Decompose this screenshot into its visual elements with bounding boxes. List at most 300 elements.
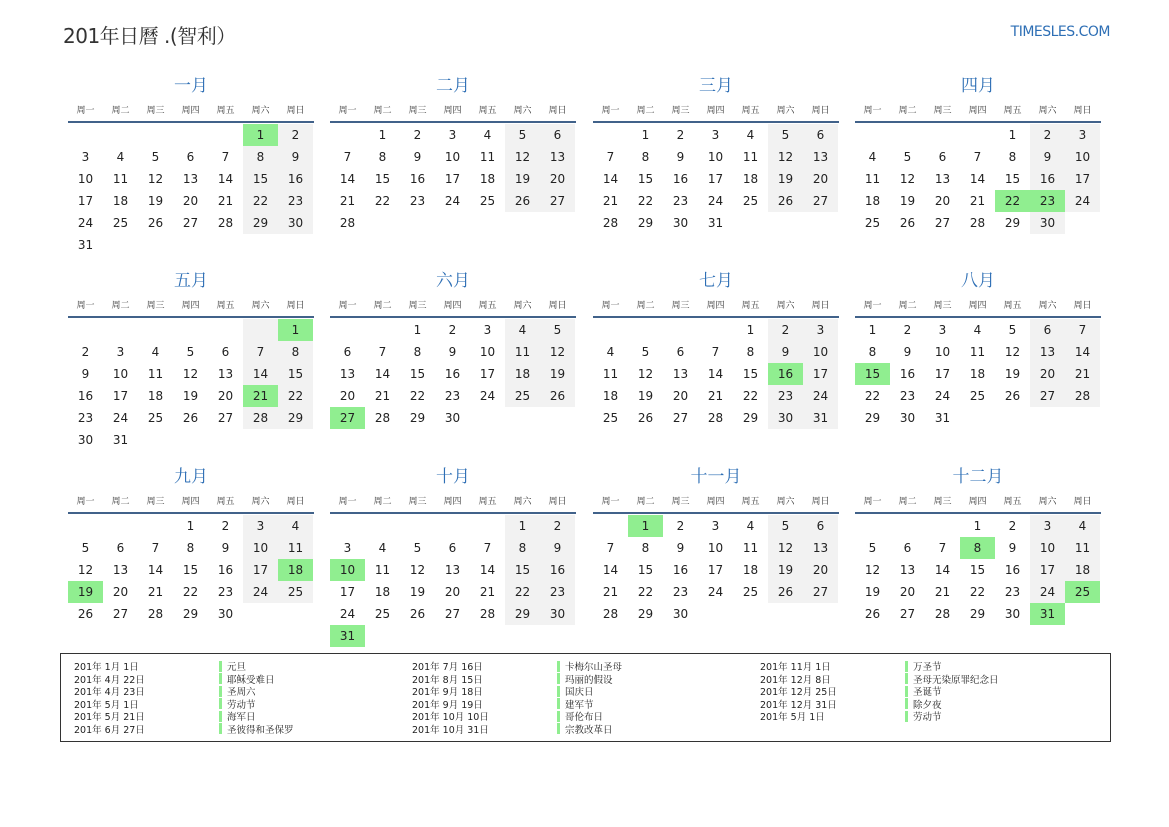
holiday-name: 圣周六 — [227, 687, 256, 699]
day-cell: 28 — [339, 216, 356, 230]
day-cell: 13 — [899, 563, 916, 577]
empty-cell — [470, 212, 505, 234]
month-name: 一月 — [174, 76, 208, 96]
holiday-date: 201年 7月 16日 — [412, 662, 483, 674]
holiday-marker — [557, 723, 560, 734]
empty-cell — [593, 319, 628, 341]
weekday-label: 周六 — [776, 496, 795, 507]
day-cell: 21 — [602, 585, 619, 599]
day-cell: 17 — [444, 172, 461, 186]
weekday-label: 周六 — [513, 300, 532, 311]
week-row — [68, 581, 314, 603]
day-cell: 14 — [602, 563, 619, 577]
day-cell: 9 — [768, 341, 803, 363]
day-cell: 28 — [479, 607, 496, 621]
day-cell: 26 — [77, 607, 94, 621]
empty-cell — [855, 515, 890, 537]
month-name: 十一月 — [690, 467, 742, 487]
holiday-marker — [557, 673, 560, 684]
holiday-day-cell: 18 — [278, 559, 313, 581]
day-cell: 23 — [444, 389, 461, 403]
day-cell: 16 — [672, 563, 689, 577]
weekday-label: 周五 — [216, 300, 235, 311]
week-row — [68, 407, 314, 429]
day-cell: 6 — [540, 124, 575, 146]
weekday-label: 周四 — [968, 300, 987, 311]
day-cell: 1 — [378, 128, 387, 142]
day-cell: 14 — [374, 367, 391, 381]
day-cell: 15 — [1004, 172, 1021, 186]
day-cell: 21 — [934, 585, 951, 599]
weekday-label: 周日 — [1073, 496, 1092, 507]
weekday-label: 周二 — [898, 496, 917, 507]
day-cell: 10 — [243, 537, 278, 559]
day-cell: 10 — [77, 172, 94, 186]
day-cell: 28 — [374, 411, 391, 425]
week-row — [330, 146, 576, 168]
day-cell: 24 — [707, 585, 724, 599]
day-cell: 26 — [864, 607, 881, 621]
empty-cell — [435, 625, 470, 647]
day-cell: 4 — [505, 319, 540, 341]
weekday-label: 周三 — [933, 300, 952, 311]
day-cell: 25 — [742, 194, 759, 208]
weekday-label: 周二 — [898, 105, 917, 116]
legend-row — [747, 673, 999, 686]
day-cell: 5 — [151, 150, 160, 164]
day-cell: 29 — [637, 607, 654, 621]
weekday-label: 周六 — [513, 496, 532, 507]
empty-cell — [890, 515, 925, 537]
day-cell: 26 — [540, 385, 575, 407]
day-cell: 11 — [969, 345, 986, 359]
empty-cell — [505, 625, 540, 647]
weekday-label: 周一 — [863, 105, 882, 116]
empty-cell — [278, 429, 313, 451]
day-cell: 4 — [278, 515, 313, 537]
empty-cell — [243, 234, 278, 256]
empty-cell — [173, 429, 208, 451]
day-cell: 20 — [672, 389, 689, 403]
empty-cell — [855, 124, 890, 146]
weekday-label: 周一 — [601, 105, 620, 116]
empty-cell — [435, 212, 470, 234]
day-cell: 12 — [768, 146, 803, 168]
weekday-label: 周一 — [76, 105, 95, 116]
empty-cell — [173, 234, 208, 256]
day-cell: 6 — [186, 150, 195, 164]
month-name: 二月 — [436, 76, 470, 96]
day-cell: 17 — [1065, 168, 1100, 190]
empty-cell — [803, 212, 838, 234]
day-cell: 20 — [934, 194, 951, 208]
day-cell: 15 — [182, 563, 199, 577]
day-cell: 4 — [746, 519, 755, 533]
legend-row — [61, 698, 294, 711]
week-row — [855, 212, 1101, 234]
day-cell: 24 — [339, 607, 356, 621]
legend-row — [399, 698, 622, 711]
day-cell: 13 — [672, 367, 689, 381]
header-rule — [855, 512, 1101, 514]
day-cell: 31 — [77, 238, 94, 252]
legend-row — [399, 723, 622, 736]
holiday-date: 201年 12月 8日 — [760, 674, 831, 686]
day-cell: 29 — [182, 607, 199, 621]
day-cell: 9 — [540, 537, 575, 559]
holiday-day-cell: 10 — [330, 559, 365, 581]
month-calendar — [330, 269, 576, 429]
day-cell: 7 — [606, 150, 615, 164]
holiday-marker — [557, 686, 560, 697]
holiday-date: 201年 5月 1日 — [74, 699, 139, 711]
day-cell: 23 — [278, 190, 313, 212]
month-calendar — [68, 269, 314, 451]
site-link[interactable]: TIMESLES.COM — [1010, 24, 1110, 40]
day-cell: 20 — [182, 194, 199, 208]
week-row — [330, 625, 576, 647]
day-cell: 12 — [637, 367, 654, 381]
week-row — [68, 385, 314, 407]
day-cell: 17 — [339, 585, 356, 599]
day-cell: 21 — [339, 194, 356, 208]
day-cell: 15 — [637, 172, 654, 186]
day-cell: 31 — [934, 411, 951, 425]
day-cell: 24 — [444, 194, 461, 208]
empty-cell — [243, 603, 278, 625]
empty-cell — [208, 319, 243, 341]
week-row — [593, 407, 839, 429]
weekday-label: 周五 — [741, 105, 760, 116]
day-cell: 24 — [112, 411, 129, 425]
legend-column — [61, 660, 294, 735]
holiday-name: 玛丽的假设 — [565, 674, 613, 686]
weekday-label: 周一 — [863, 496, 882, 507]
day-cell: 16 — [1030, 168, 1065, 190]
weekday-label: 周五 — [478, 496, 497, 507]
week-row — [330, 319, 576, 341]
empty-cell — [960, 124, 995, 146]
weekday-label: 周四 — [181, 105, 200, 116]
holiday-name: 国庆日 — [565, 687, 594, 699]
holiday-day-cell: 8 — [960, 537, 995, 559]
empty-cell — [173, 124, 208, 146]
day-cell: 26 — [505, 190, 540, 212]
week-row — [855, 603, 1101, 625]
month-name: 六月 — [436, 271, 470, 291]
empty-cell — [1065, 603, 1100, 625]
header-rule — [68, 316, 314, 318]
holiday-day-cell: 23 — [1030, 190, 1065, 212]
day-cell: 6 — [1030, 319, 1065, 341]
day-cell: 26 — [147, 216, 164, 230]
day-cell: 27 — [444, 607, 461, 621]
weekday-label: 周一 — [338, 496, 357, 507]
month-calendar — [855, 269, 1101, 429]
weekday-label: 周二 — [111, 105, 130, 116]
holiday-name: 万圣节 — [913, 662, 942, 674]
day-cell: 21 — [602, 194, 619, 208]
day-cell: 23 — [1004, 585, 1021, 599]
day-cell: 28 — [934, 607, 951, 621]
week-row — [330, 407, 576, 429]
day-cell: 10 — [444, 150, 461, 164]
day-cell: 18 — [864, 194, 881, 208]
holiday-date: 201年 10月 31日 — [412, 724, 489, 736]
day-cell: 29 — [243, 212, 278, 234]
week-row — [855, 363, 1101, 385]
empty-cell — [208, 429, 243, 451]
weekday-header — [68, 293, 314, 315]
weekday-label: 周五 — [216, 105, 235, 116]
day-cell: 7 — [343, 150, 352, 164]
header-rule — [330, 512, 576, 514]
header-rule — [593, 512, 839, 514]
weekday-label: 周日 — [1073, 105, 1092, 116]
day-cell: 19 — [182, 389, 199, 403]
empty-cell — [68, 319, 103, 341]
empty-cell — [470, 407, 505, 429]
day-cell: 28 — [602, 607, 619, 621]
month-calendar — [68, 465, 314, 625]
day-cell: 2 — [1008, 519, 1017, 533]
week-row — [68, 234, 314, 256]
day-cell: 23 — [672, 194, 689, 208]
empty-cell — [925, 124, 960, 146]
day-cell: 27 — [934, 216, 951, 230]
month-calendar — [855, 465, 1101, 625]
weekday-label: 周五 — [1003, 300, 1022, 311]
day-cell: 9 — [221, 541, 230, 555]
empty-cell — [768, 603, 803, 625]
holiday-name: 哥伦布日 — [565, 712, 604, 724]
holiday-day-cell: 21 — [243, 385, 278, 407]
day-cell: 16 — [672, 172, 689, 186]
day-cell: 27 — [112, 607, 129, 621]
day-cell: 29 — [864, 411, 881, 425]
day-cell: 4 — [483, 128, 492, 142]
day-cell: 28 — [243, 407, 278, 429]
day-cell: 5 — [540, 319, 575, 341]
day-cell: 8 — [186, 541, 195, 555]
day-cell: 2 — [413, 128, 422, 142]
empty-cell — [698, 319, 733, 341]
week-row — [68, 146, 314, 168]
weekday-label: 周四 — [443, 300, 462, 311]
empty-cell — [1030, 407, 1065, 429]
day-cell: 30 — [768, 407, 803, 429]
empty-cell — [68, 124, 103, 146]
day-cell: 5 — [641, 345, 650, 359]
day-cell: 17 — [934, 367, 951, 381]
day-cell: 24 — [479, 389, 496, 403]
day-cell: 5 — [903, 150, 912, 164]
week-row — [330, 537, 576, 559]
day-cell: 6 — [116, 541, 125, 555]
day-cell: 3 — [243, 515, 278, 537]
empty-cell — [698, 603, 733, 625]
week-row — [330, 515, 576, 537]
day-cell: 8 — [641, 150, 650, 164]
week-row — [855, 319, 1101, 341]
weekday-label: 周五 — [1003, 105, 1022, 116]
day-cell: 6 — [448, 541, 457, 555]
weekday-label: 周二 — [636, 300, 655, 311]
empty-cell — [365, 319, 400, 341]
holiday-name: 圣彼得和圣保罗 — [227, 724, 294, 736]
day-cell: 8 — [641, 541, 650, 555]
month-calendar — [593, 269, 839, 429]
day-cell: 27 — [899, 607, 916, 621]
empty-cell — [628, 319, 663, 341]
day-cell: 10 — [707, 541, 724, 555]
week-row — [68, 168, 314, 190]
empty-cell — [138, 319, 173, 341]
day-cell: 26 — [1004, 389, 1021, 403]
holiday-date: 201年 10月 10日 — [412, 712, 489, 724]
empty-cell — [278, 234, 313, 256]
day-cell: 14 — [969, 172, 986, 186]
holiday-name: 卡梅尔山圣母 — [565, 662, 623, 674]
holiday-marker — [557, 711, 560, 722]
day-cell: 18 — [112, 194, 129, 208]
day-cell: 27 — [803, 190, 838, 212]
day-cell: 26 — [637, 411, 654, 425]
holiday-marker — [905, 673, 908, 684]
day-cell: 9 — [448, 345, 457, 359]
holiday-name: 圣诞节 — [913, 687, 942, 699]
day-cell: 13 — [1030, 341, 1065, 363]
weekday-label: 周日 — [548, 496, 567, 507]
day-cell: 11 — [742, 150, 759, 164]
day-cell: 29 — [637, 216, 654, 230]
day-cell: 4 — [151, 345, 160, 359]
day-cell: 23 — [899, 389, 916, 403]
holiday-day-cell: 27 — [330, 407, 365, 429]
week-row — [68, 559, 314, 581]
holiday-name: 建军节 — [565, 699, 594, 711]
day-cell: 12 — [77, 563, 94, 577]
day-cell: 13 — [934, 172, 951, 186]
holiday-date: 201年 11月 1日 — [760, 662, 831, 674]
weekday-label: 周二 — [373, 300, 392, 311]
weekday-header — [593, 293, 839, 315]
day-cell: 5 — [81, 541, 90, 555]
day-cell: 16 — [444, 367, 461, 381]
day-cell: 29 — [742, 411, 759, 425]
day-cell: 21 — [147, 585, 164, 599]
day-cell: 16 — [217, 563, 234, 577]
day-cell: 17 — [479, 367, 496, 381]
header-rule — [855, 316, 1101, 318]
day-cell: 22 — [409, 389, 426, 403]
day-cell: 21 — [1065, 363, 1100, 385]
month-name: 五月 — [174, 271, 208, 291]
holiday-date: 201年 6月 27日 — [74, 724, 145, 736]
empty-cell — [435, 515, 470, 537]
weekday-label: 周四 — [968, 496, 987, 507]
week-row — [593, 168, 839, 190]
header-rule — [330, 121, 576, 123]
empty-cell — [470, 515, 505, 537]
holiday-date: 201年 4月 23日 — [74, 687, 145, 699]
week-row — [68, 212, 314, 234]
day-cell: 21 — [217, 194, 234, 208]
holiday-name: 劳动节 — [913, 712, 942, 724]
day-cell: 2 — [903, 323, 912, 337]
day-cell: 7 — [711, 345, 720, 359]
day-cell: 25 — [147, 411, 164, 425]
holiday-name: 元旦 — [227, 662, 247, 674]
day-cell: 7 — [1065, 319, 1100, 341]
empty-cell — [365, 515, 400, 537]
day-cell: 6 — [221, 345, 230, 359]
day-cell: 26 — [768, 581, 803, 603]
week-row — [593, 515, 839, 537]
day-cell: 22 — [374, 194, 391, 208]
day-cell: 22 — [637, 194, 654, 208]
day-cell: 23 — [77, 411, 94, 425]
day-cell: 31 — [112, 433, 129, 447]
holiday-day-cell: 25 — [1065, 581, 1100, 603]
day-cell: 24 — [803, 385, 838, 407]
empty-cell — [925, 515, 960, 537]
day-cell: 19 — [505, 168, 540, 190]
week-row — [330, 168, 576, 190]
day-cell: 21 — [707, 389, 724, 403]
day-cell: 24 — [1065, 190, 1100, 212]
empty-cell — [803, 603, 838, 625]
holiday-date: 201年 5月 1日 — [760, 712, 825, 724]
holiday-legend — [60, 653, 1111, 742]
day-cell: 19 — [147, 194, 164, 208]
day-cell: 30 — [672, 216, 689, 230]
day-cell: 11 — [278, 537, 313, 559]
day-cell: 13 — [803, 537, 838, 559]
day-cell: 10 — [707, 150, 724, 164]
day-cell: 5 — [413, 541, 422, 555]
empty-cell — [138, 124, 173, 146]
day-cell: 6 — [803, 515, 838, 537]
day-cell: 25 — [479, 194, 496, 208]
day-cell: 9 — [81, 367, 90, 381]
month-name: 四月 — [961, 76, 995, 96]
day-cell: 1 — [505, 515, 540, 537]
day-cell: 20 — [217, 389, 234, 403]
day-cell: 12 — [409, 563, 426, 577]
day-cell: 22 — [278, 385, 313, 407]
day-cell: 25 — [505, 385, 540, 407]
empty-cell — [470, 625, 505, 647]
day-cell: 13 — [112, 563, 129, 577]
day-cell: 30 — [444, 411, 461, 425]
day-cell: 15 — [742, 367, 759, 381]
holiday-marker — [905, 698, 908, 709]
day-cell: 29 — [409, 411, 426, 425]
day-cell: 2 — [676, 519, 685, 533]
empty-cell — [365, 212, 400, 234]
week-row — [855, 168, 1101, 190]
day-cell: 12 — [540, 341, 575, 363]
weekday-label: 周一 — [863, 300, 882, 311]
weekday-header — [855, 293, 1101, 315]
empty-cell — [733, 603, 768, 625]
day-cell: 14 — [243, 363, 278, 385]
weekday-label: 周六 — [513, 105, 532, 116]
day-cell: 6 — [903, 541, 912, 555]
day-cell: 5 — [186, 345, 195, 359]
day-cell: 27 — [182, 216, 199, 230]
